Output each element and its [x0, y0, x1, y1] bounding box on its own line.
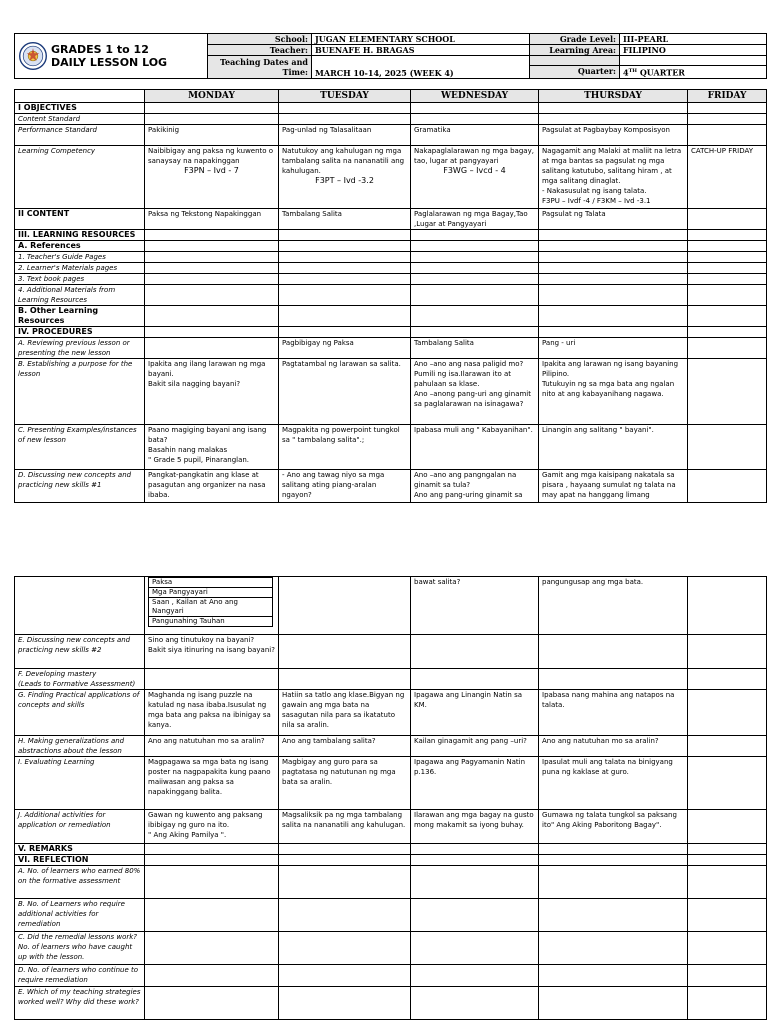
reflection-c-row — [15, 932, 767, 965]
cell-wednesday: bawat salita? — [411, 577, 539, 635]
row-label-additional-materials: 4. Additional Materials from Learning Resources — [15, 285, 145, 306]
teachers-guide-row — [15, 252, 767, 263]
row-label-developing-mastery: F. Developing mastery (Leads to Formative Assessment) — [15, 669, 145, 690]
procedure-c-row — [15, 425, 767, 470]
learning-competency-row — [15, 146, 767, 209]
row-label-purpose: B. Establishing a purpose for the lesson — [15, 359, 145, 425]
cell-tuesday: - Ano ang tawag niyo sa mga salitang ating piang-aralan ngayon? — [279, 470, 411, 503]
school-label: School: — [208, 34, 312, 45]
additional-materials-row — [15, 285, 767, 306]
competency-code: F3WG – Ivcd - 4 — [443, 166, 506, 175]
cell-wednesday: Ano –ano ang pangngalan na ginamit sa tula? Ano ang pang-uring ginamit sa — [411, 470, 539, 503]
teaching-dates-label-line-2: Time: — [282, 67, 308, 77]
dll-title-line-1: GRADES 1 to 12 — [51, 43, 149, 56]
cell-thursday: pangungusap ang mga bata. — [539, 577, 688, 635]
row-label-textbook: 3. Text book pages — [15, 274, 145, 285]
teacher-label: Teacher: — [208, 45, 312, 56]
row-label-reflection-e: E. Which of my teaching strategies worked well? Why did these work? — [15, 987, 145, 1020]
cell-wednesday: Ilarawan ang mga bagay na gusto mong makamit sa iyong buhay. — [411, 810, 539, 844]
row-label-reflection-c: C. Did the remedial lessons work? No. of learners who have caught up with the lesson. — [15, 932, 145, 965]
lesson-table-page-1 — [14, 89, 767, 503]
cell-monday: Pangkat-pangkatin ang klase at pasagutan ang organizer na nasa ibaba. — [145, 470, 279, 503]
performance-standard-row — [15, 125, 767, 146]
cell-friday: CATCH-UP FRIDAY — [688, 146, 767, 209]
lesson-log-page-1 — [14, 33, 766, 503]
dll-title-line-2: DAILY LESSON LOG — [51, 56, 168, 69]
header-table — [14, 33, 767, 79]
day-header-monday: MONDAY — [145, 90, 279, 103]
competency-text: Nakapaglalarawan ng mga bagay, tao, lugar at pangyayari — [414, 147, 534, 165]
day-header-wednesday: WEDNESDAY — [411, 90, 539, 103]
row-label-learning-competency: Learning Competency — [15, 146, 145, 209]
section-remarks: V. REMARKS — [15, 844, 145, 855]
reflection-d-row — [15, 965, 767, 987]
cell-tuesday: Magbigay ang guro para sa pagtatasa ng natutunan ng mga bata sa aralin. — [279, 757, 411, 810]
cell-monday: Ipakita ang ilang larawan ng mga bayani. Bakit sila nagging bayani? — [145, 359, 279, 425]
cell-tuesday — [279, 146, 411, 209]
cell-monday — [145, 146, 279, 209]
cell-tuesday: Pagtatambal ng larawan sa salita. — [279, 359, 411, 425]
learning-area-value: FILIPINO — [620, 45, 767, 56]
cell-wednesday: Ipabasa muli ang " Kabayanihan". — [411, 425, 539, 470]
cell-monday: Gawan ng kuwento ang paksang ibibigay ng guro na ito. " Ang Aking Pamilya ". — [145, 810, 279, 844]
cell-thursday: Ipabasa nang mahina ang natapos na talata. — [539, 690, 688, 736]
reflection-b-row — [15, 899, 767, 932]
cell-tuesday: Pagbibigay ng Paksa — [279, 338, 411, 359]
organizer-table — [148, 577, 273, 627]
quarter-value — [620, 66, 767, 79]
quarter-number: 4 — [623, 68, 629, 78]
cell-tuesday: Hatiin sa tatlo ang klase.Bigyan ng gawain ang mga bata na sasagutan nila para sa ikatatuto nila sa aralin. — [279, 690, 411, 736]
row-label-generalizations: H. Making generalizations and abstractions about the lesson — [15, 736, 145, 757]
header-spacer — [530, 56, 620, 66]
cell-thursday: Linangin ang salitang " bayani". — [539, 425, 688, 470]
cell-monday: Paksa ng Tekstong Napakinggan — [145, 209, 279, 230]
learners-materials-row — [15, 263, 767, 274]
section-content: II CONTENT — [15, 209, 145, 230]
textbook-row — [15, 274, 767, 285]
competency-code: F3PN – Ivd - 7 — [184, 166, 239, 175]
cell-wednesday: Gramatika — [411, 125, 539, 146]
cell-monday: Sino ang tinutukoy na bayani? Bakit siya itinuring na isang bayani? — [145, 635, 279, 669]
day-header-thursday: THURSDAY — [539, 90, 688, 103]
procedure-b-row — [15, 359, 767, 425]
quarter-suffix: TH — [628, 68, 638, 75]
row-label-discussing-2: E. Discussing new concepts and practicing new skills #2 — [15, 635, 145, 669]
day-header-tuesday: TUESDAY — [279, 90, 411, 103]
cell-thursday: Ipasulat muli ang talata na binigyang puna ng kaklase at guro. — [539, 757, 688, 810]
teaching-dates-value: MARCH 10-14, 2025 (WEEK 4) — [312, 56, 530, 79]
cell-monday: Ano ang natutuhan mo sa aralin? — [145, 736, 279, 757]
cell-thursday: Gumawa ng talata tungkol sa paksang ito" Ang Aking Paboritong Bagay". — [539, 810, 688, 844]
grade-level-value: III-PEARL — [620, 34, 767, 45]
cell-tuesday: Tambalang Salita — [279, 209, 411, 230]
procedure-j-row — [15, 810, 767, 844]
cell-thursday: Pagsulat ng Talata — [539, 209, 688, 230]
competency-text: Naibibigay ang paksa ng kuwento o sanaysay na napakinggan — [148, 147, 274, 165]
cell-wednesday: Ipagawa ang Linangin Natin sa KM. — [411, 690, 539, 736]
cell-thursday: Pagsulat at Pagbaybay Komposisyon — [539, 125, 688, 146]
day-header-blank — [15, 90, 145, 103]
cell-tuesday: Ano ang tambalang salita? — [279, 736, 411, 757]
header-logo-cell — [15, 34, 208, 79]
content-standard-row — [15, 114, 767, 125]
row-label-teachers-guide: 1. Teacher's Guide Pages — [15, 252, 145, 263]
row-label-reviewing: A. Reviewing previous lesson or presenting the new lesson — [15, 338, 145, 359]
row-label-presenting: C. Presenting Examples/instances of new lesson — [15, 425, 145, 470]
section-objectives: I OBJECTIVES — [15, 103, 145, 114]
section-references: A. References — [15, 241, 145, 252]
cell-tuesday: Pag-unlad ng Talasalitaan — [279, 125, 411, 146]
competency-text: Natutukoy ang kahulugan ng mga tambalang salita na nananatili ang kahulugan. — [282, 147, 405, 175]
reflection-a-row — [15, 866, 767, 899]
teacher-value: BUENAFE H. BRAGAS — [312, 45, 530, 56]
cell-monday: Pakikinig — [145, 125, 279, 146]
procedure-d-row — [15, 470, 767, 503]
learning-area-label: Learning Area: — [530, 45, 620, 56]
section-learning-resources: III. LEARNING RESOURCES — [15, 230, 145, 241]
learning-resources-row — [15, 230, 767, 241]
cell-wednesday: Paglalarawan ng mga Bagay,Tao ,Lugar at Pangyayari — [411, 209, 539, 230]
procedures-row — [15, 327, 767, 338]
procedure-i-row — [15, 757, 767, 810]
reflection-e-row — [15, 987, 767, 1020]
row-label-content-standard: Content Standard — [15, 114, 145, 125]
cell-monday: Paano magiging bayani ang isang bata? Basahin nang malakas " Grade 5 pupil, Pinaranglan. — [145, 425, 279, 470]
section-reflection: VI. REFLECTION — [15, 855, 145, 866]
teaching-dates-label — [208, 56, 312, 79]
cell-thursday: Nagagamit ang Malaki at maliit na letra at mga bantas sa pagsulat ng mga salitang katutubo, salitang hiram , at mga salitang dinaglat. - Nakasusulat ng isang talata. F3PU – Ivdf -4 / F3KM – Ivd -3.1 — [539, 146, 688, 209]
cell-monday — [145, 577, 279, 635]
cell-wednesday: Ipagawa ang Pagyamanin Natin p.136. — [411, 757, 539, 810]
row-label-learners-materials: 2. Learner's Materials pages — [15, 263, 145, 274]
row-label-reflection-d: D. No. of learners who continue to require remediation — [15, 965, 145, 987]
grade-level-label: Grade Level: — [530, 34, 620, 45]
lesson-log-page-2 — [14, 576, 766, 1020]
row-label-additional-activities: J. Additional activities for application or remediation — [15, 810, 145, 844]
lesson-table-page-2 — [14, 576, 767, 1020]
cell-wednesday: Ano –ano ang nasa paligid mo? Pumili ng isa.Ilarawan ito at pahulaan sa klase. Ano –anong pang-uri ang ginamit sa paglalarawan na isinagawa? — [411, 359, 539, 425]
cell-thursday: Gamit ang mga kaisipang nakatala sa pisara , hayaang sumulat ng talata na may apat na hanggang limang — [539, 470, 688, 503]
cell-thursday: Pang - uri — [539, 338, 688, 359]
row-label-performance-standard: Performance Standard — [15, 125, 145, 146]
remarks-row — [15, 844, 767, 855]
objectives-row — [15, 103, 767, 114]
school-value: JUGAN ELEMENTARY SCHOOL — [312, 34, 530, 45]
procedure-h-row — [15, 736, 767, 757]
organizer-item: Saan , Kailan at Ano ang Nangyari — [149, 598, 273, 617]
reflection-row — [15, 855, 767, 866]
cell-wednesday: Tambalang Salita — [411, 338, 539, 359]
day-header-row — [15, 90, 767, 103]
cell-tuesday: Magsaliksik pa ng mga tambalang salita na nananatili ang kahulugan. — [279, 810, 411, 844]
content-row — [15, 209, 767, 230]
cell-thursday: Ipakita ang larawan ng isang bayaning Pilipino. Tutukuyin ng sa mga bata ang ngalan nito at ang kabayanihang nagawa. — [539, 359, 688, 425]
deped-seal-icon — [19, 42, 47, 70]
other-resources-row — [15, 306, 767, 327]
header-spacer — [620, 56, 767, 66]
cell-wednesday — [411, 146, 539, 209]
row-label-reflection-b: B. No. of Learners who require additional activities for remediation — [15, 899, 145, 932]
cell-tuesday: Magpakita ng powerpoint tungkol sa " tambalang salita".; — [279, 425, 411, 470]
cell-thursday: Ano ang natutuhan mo sa aralin? — [539, 736, 688, 757]
organizer-continuation-row — [15, 577, 767, 635]
quarter-word: QUARTER — [639, 68, 685, 78]
row-label-discussing-1: D. Discussing new concepts and practicing new skills #1 — [15, 470, 145, 503]
organizer-item: Mga Pangyayari — [149, 588, 273, 598]
procedure-f-row — [15, 669, 767, 690]
procedure-g-row — [15, 690, 767, 736]
organizer-item: Paksa — [149, 578, 273, 588]
day-header-friday: FRIDAY — [688, 90, 767, 103]
teaching-dates-label-line-1: Teaching Dates and — [219, 57, 308, 67]
references-row — [15, 241, 767, 252]
competency-code: F3PT – Ivd -3.2 — [315, 176, 374, 185]
row-label-reflection-a: A. No. of learners who earned 80% on the formative assessment — [15, 866, 145, 899]
cell-monday: Maghanda ng isang puzzle na katulad ng nasa ibaba.Isusulat ng mga bata ang paksa na ibinigay sa kanya. — [145, 690, 279, 736]
organizer-item: Pangunahing Tauhan — [149, 617, 273, 627]
cell-monday: Magpagawa sa mga bata ng isang poster na nagpapakita kung paano maiiwasan ang paksa sa napakinggang balita. — [145, 757, 279, 810]
row-label-practical-applications: G. Finding Practical applications of concepts and skills — [15, 690, 145, 736]
section-other-resources: B. Other Learning Resources — [15, 306, 145, 327]
row-label-evaluating: I. Evaluating Learning — [15, 757, 145, 810]
quarter-label: Quarter: — [530, 66, 620, 79]
procedure-e-row — [15, 635, 767, 669]
cell-wednesday: Kailan ginagamit ang pang –uri? — [411, 736, 539, 757]
section-procedures: IV. PROCEDURES — [15, 327, 145, 338]
procedure-a-row — [15, 338, 767, 359]
